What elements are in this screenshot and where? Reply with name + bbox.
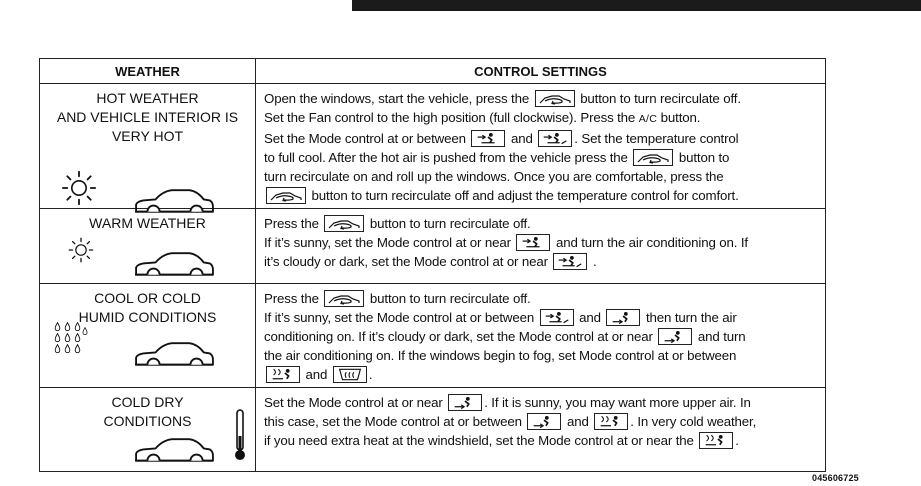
instruction-text: . Set the temperature control [574,131,739,146]
control-settings-cell [256,388,826,472]
bilevel-mode-icon [553,253,587,270]
instruction-text: . If it is sunny, you may want more upper air. In [484,395,751,410]
instruction-text: it’s cloudy or dark, set the Mode control at or near [264,254,548,269]
instruction-text: and turn [697,329,746,344]
instruction-text: then turn the air [646,310,737,325]
instruction-text: Set the Fan control to the high position (full clockwise). Press the [264,110,636,125]
instruction-text: . [735,433,739,448]
floor-mode-icon [527,413,561,430]
instruction-text: Set the Mode control at or between [264,131,466,146]
instruction-text: this case, set the Mode control at or between [264,414,522,429]
instruction-text: button to turn recirculate off. [580,91,741,106]
thermometer-icon [234,408,246,464]
control-settings-column-header: CONTROL SETTINGS [256,59,826,84]
instruction-text: . [368,367,373,382]
table-row [40,388,826,472]
table-header-row [40,59,826,84]
weather-title-line: COLD DRY [111,394,184,410]
instruction-text: Set the Mode control at or near [264,395,443,410]
instruction-text: If it’s sunny, set the Mode control at or near [264,235,511,250]
floor-mode-icon [606,309,640,326]
instruction-text: button to [678,150,730,165]
weather-title-line: HOT WEATHER [96,90,199,106]
floor-mode-icon [448,394,482,411]
instruction-text: button to turn recirculate off. [369,216,531,231]
instruction-text: if you need extra heat at the windshield, set the Mode control at or near the [264,433,694,448]
instruction-text: and [566,414,589,429]
instruction-text: and [579,310,601,325]
instruction-text: Open the windows, start the vehicle, press the [264,91,530,106]
weather-title-line: HUMID CONDITIONS [78,309,217,325]
table-row [40,209,826,284]
weather-title-line: AND VEHICLE INTERIOR IS [56,109,239,125]
car-icon [133,250,215,281]
instruction-text: the air conditioning on. If the windows begin to fog, set Mode control at or between [264,348,737,363]
recirculation-icon [324,290,364,307]
instruction-text: button to turn recirculate off. [369,291,531,306]
control-settings-cell [256,209,826,284]
instruction-text: and [510,131,533,146]
climate-control-table [39,58,826,472]
control-settings-cell [256,284,826,388]
instruction-text: Press the [264,291,319,306]
raindrops-icon [52,320,88,371]
weather-title-line: WARM WEATHER [89,215,206,231]
weather-title-line: VERY HOT [111,128,184,144]
top-black-bar [352,0,921,11]
bilevel-mode-icon [538,130,572,147]
instruction-text: and [305,367,328,382]
defrost-mode-icon [333,366,367,383]
recirculation-icon [633,149,673,166]
table-row [40,284,826,388]
panel-mode-icon [471,130,505,147]
instruction-text: to full cool. After the hot air is pushed from the vehicle press the [264,150,628,165]
weather-column-header: WEATHER [40,59,256,84]
instruction-text: . In very cold weather, [630,414,757,429]
sun-icon [61,170,97,206]
car-icon [133,340,215,371]
bilevel-mode-icon [540,309,574,326]
instruction-text: and turn the air conditioning on. If [555,235,748,250]
table-row [40,84,826,209]
recirculation-icon [535,90,575,107]
mix-mode-icon [594,413,628,430]
weather-title-line: COOL OR COLD [94,290,201,306]
instruction-text: Press the [264,216,319,231]
mix-mode-icon [699,432,733,449]
recirculation-icon [266,187,306,204]
control-settings-cell [256,84,826,209]
weather-cell-cold-dry [40,388,256,472]
instruction-text: If it’s sunny, set the Mode control at or between [264,310,535,325]
weather-cell-warm [40,209,256,284]
mix-mode-icon [266,366,300,383]
instruction-text: turn recirculate on and roll up the windows. Once you are comfortable, press the [264,169,724,184]
weather-title-line: CONDITIONS [103,413,192,429]
panel-mode-icon [516,234,550,251]
instruction-text: . [593,254,597,269]
figure-code: 045606725 [812,473,859,483]
instruction-text: button to turn recirculate off and adjust the temperature control for comfort. [311,188,739,203]
car-icon [133,436,215,467]
instruction-text: conditioning on. If it’s cloudy or dark, set the Mode control at or near [264,329,653,344]
instruction-text: button. [660,110,701,125]
floor-mode-icon [658,328,692,345]
sun-icon [68,237,94,263]
ac-button-label: A/C [638,113,658,125]
recirculation-icon [324,215,364,232]
weather-cell-hot [40,84,256,209]
weather-cell-cool [40,284,256,388]
